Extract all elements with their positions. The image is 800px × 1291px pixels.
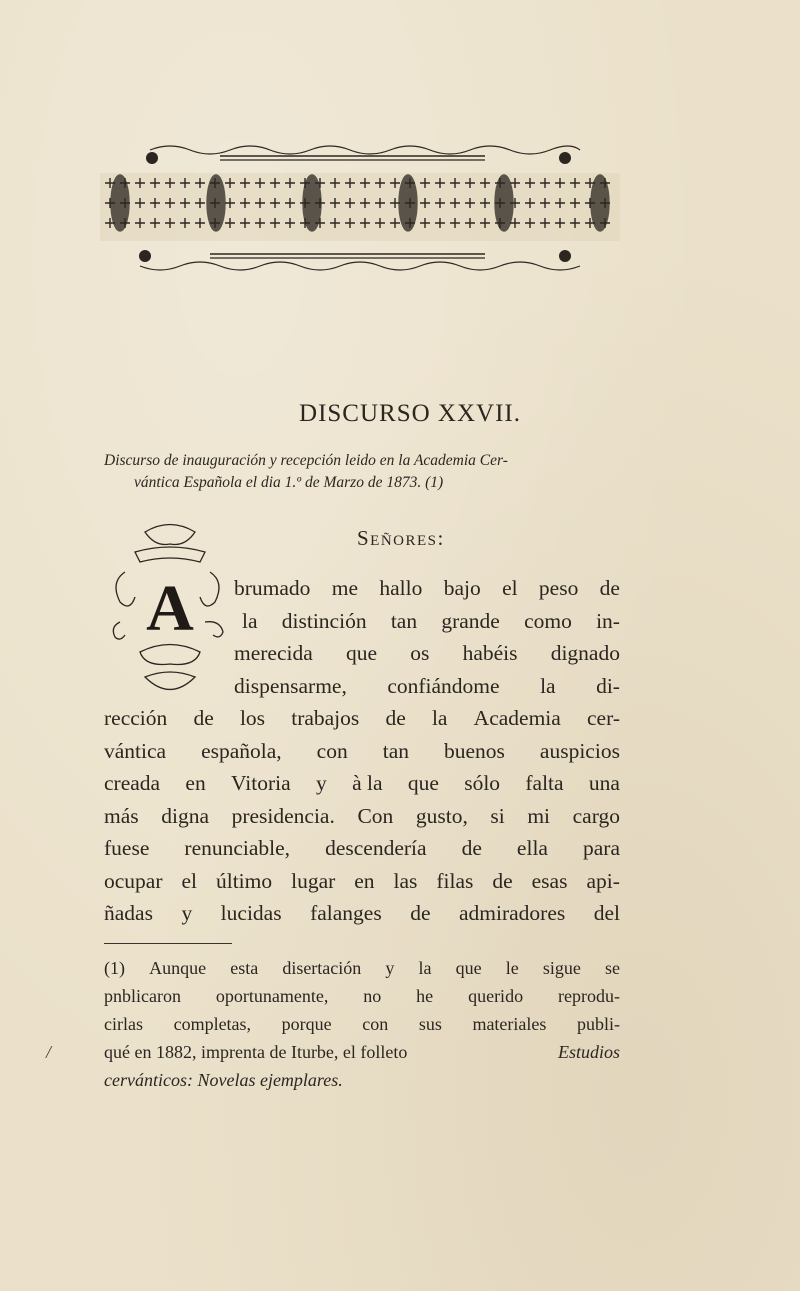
- body-word: tan: [390, 608, 418, 633]
- body-word: Vitoria: [231, 771, 291, 795]
- body-word: mi: [527, 803, 551, 828]
- footnote-word: oportunamente,: [215, 986, 329, 1006]
- footnote-word: se: [604, 958, 620, 978]
- footnote-word: publi-: [577, 1014, 620, 1034]
- body-word: os: [410, 641, 430, 665]
- body-word: me: [331, 576, 359, 600]
- body-word: hallo: [379, 576, 423, 600]
- body-word: à la: [352, 771, 383, 795]
- body-word: digna: [161, 803, 209, 828]
- body-word: habéis: [462, 641, 518, 665]
- body-word: de: [599, 576, 620, 600]
- footnote-word: completas,: [173, 1014, 252, 1034]
- body-word: dispensarme,: [234, 673, 347, 698]
- footnote-text: qué en 1882, imprenta de Iturbe, el folleto: [104, 1042, 408, 1062]
- footnote-word: y: [385, 958, 395, 978]
- body-line: [104, 572, 620, 605]
- body-word: in-: [596, 608, 620, 633]
- body-line: [104, 702, 620, 735]
- body-word: como: [524, 608, 572, 633]
- body-word: si: [490, 803, 505, 828]
- footnote-word: que: [455, 958, 482, 978]
- medallion-motif: [399, 175, 417, 231]
- body-paragraph: [104, 572, 620, 930]
- body-word: española,: [201, 738, 282, 763]
- body-word: sólo: [464, 771, 501, 795]
- body-line: [104, 605, 620, 638]
- footnote-word: he: [416, 986, 434, 1006]
- body-word: último: [215, 868, 273, 893]
- body-word: ñadas: [104, 901, 153, 925]
- footnote-word: disertación: [282, 958, 362, 978]
- chapter-subtitle: [104, 450, 624, 494]
- body-word: Con: [357, 803, 394, 828]
- salutation: Señores:: [357, 526, 445, 550]
- body-word: más: [104, 803, 139, 828]
- body-word: de: [492, 868, 513, 893]
- body-word: renunciable,: [184, 836, 291, 860]
- medallion-motif: [111, 175, 129, 231]
- body-word: el: [181, 868, 197, 893]
- body-word: falta: [525, 771, 564, 795]
- body-word: tan: [382, 738, 409, 763]
- body-line: [104, 637, 620, 670]
- body-word: que: [407, 771, 439, 795]
- body-word: el: [502, 576, 518, 600]
- footnote: [104, 954, 620, 1094]
- footnote-word: no: [363, 986, 382, 1006]
- body-word: de: [193, 706, 214, 730]
- footnote-word: materiales: [472, 1014, 547, 1034]
- footnote-italic-text: Estudios: [557, 1042, 620, 1062]
- body-word: lucidas: [220, 901, 282, 925]
- footnote-word: pnblicaron: [104, 986, 181, 1006]
- medallion-motif: [303, 175, 321, 231]
- body-line: [104, 800, 620, 833]
- body-word: api-: [586, 868, 620, 893]
- body-word: bajo: [443, 576, 481, 600]
- body-word: auspicios: [539, 738, 620, 763]
- footnote-word: la: [418, 958, 432, 978]
- footnote-word: cirlas: [104, 1014, 143, 1034]
- body-word: la: [242, 608, 258, 633]
- footnote-word: sus: [418, 1014, 442, 1034]
- body-word: filas: [436, 868, 474, 893]
- body-word: para: [583, 836, 620, 860]
- chapter-title: DISCURSO XXVII.: [299, 400, 521, 427]
- body-word: con: [316, 738, 348, 763]
- body-word: admiradores: [458, 901, 566, 925]
- body-word: Academia: [473, 706, 561, 730]
- body-word: de: [385, 706, 406, 730]
- body-word: creada: [104, 771, 161, 795]
- body-word: ocupar: [104, 868, 163, 893]
- subtitle-line: Discurso de inauguración y recepción leido en la Academia Cer-: [104, 452, 508, 469]
- body-line: [104, 670, 620, 703]
- body-word: los: [239, 706, 266, 730]
- body-word: presidencia.: [231, 803, 335, 828]
- body-word: rección: [104, 706, 168, 730]
- subtitle-line: vántica Española el dia 1.º de Marzo de 1873. (1): [134, 474, 444, 491]
- body-word: ella: [516, 836, 548, 860]
- body-word: esas: [531, 868, 568, 893]
- body-line: [104, 897, 620, 930]
- body-word: la: [431, 706, 448, 730]
- body-word: gusto,: [415, 803, 468, 828]
- footnote-line: [104, 982, 620, 1010]
- medallion-motif: [207, 175, 225, 231]
- body-word: y: [181, 901, 193, 925]
- footnote-word: querido: [468, 986, 524, 1006]
- body-word: cargo: [572, 803, 620, 828]
- body-word: distinción: [281, 608, 367, 633]
- body-word: di-: [596, 673, 620, 698]
- footnote-italic-text: cervánticos: Novelas ejemplares.: [104, 1070, 343, 1090]
- body-word: buenos: [444, 738, 505, 763]
- body-word: fuese: [104, 836, 150, 860]
- footnote-word: le: [505, 958, 519, 978]
- body-word: en: [185, 771, 206, 795]
- body-word: que: [345, 641, 378, 665]
- body-word: y: [315, 771, 327, 795]
- medallion-motif: [495, 175, 513, 231]
- footnote-word: con: [362, 1014, 389, 1034]
- body-word: cer-: [587, 706, 620, 730]
- body-word: de: [410, 901, 431, 925]
- body-line: [104, 832, 620, 865]
- footnote-word: (1): [104, 958, 125, 978]
- body-word: lugar: [291, 868, 336, 893]
- footnote-line: [104, 1038, 620, 1066]
- footnote-word: esta: [230, 958, 259, 978]
- body-word: merecida: [234, 641, 313, 665]
- margin-mark: /: [46, 1042, 52, 1062]
- body-line: [104, 767, 620, 800]
- body-word: falanges: [310, 901, 382, 925]
- headpiece-ornament-icon: [100, 128, 620, 278]
- body-word: en: [354, 868, 375, 893]
- body-word: peso: [538, 576, 579, 600]
- footnote-rule: [104, 943, 232, 944]
- initial-letter: A: [146, 572, 194, 645]
- body-word: brumado: [234, 576, 311, 600]
- medallion-motif: [591, 175, 609, 231]
- body-word: una: [588, 771, 620, 795]
- footnote-line: [104, 1010, 620, 1038]
- footnote-word: sigue: [542, 958, 581, 978]
- footnote-word: Aunque: [149, 958, 207, 978]
- body-line: [104, 865, 620, 898]
- footnote-word: reprodu-: [557, 986, 620, 1006]
- footnote-line: [104, 954, 620, 982]
- body-word: grande: [441, 608, 500, 633]
- body-word: confiándome: [387, 673, 500, 698]
- body-word: del: [593, 901, 620, 925]
- body-word: las: [393, 868, 418, 893]
- body-word: la: [540, 673, 556, 698]
- body-word: de: [461, 836, 482, 860]
- footnote-word: porque: [281, 1014, 332, 1034]
- body-word: descendería: [325, 836, 427, 860]
- body-word: trabajos: [291, 706, 360, 730]
- body-line: [104, 735, 620, 768]
- body-word: vántica: [104, 738, 167, 763]
- body-word: dignado: [550, 641, 620, 665]
